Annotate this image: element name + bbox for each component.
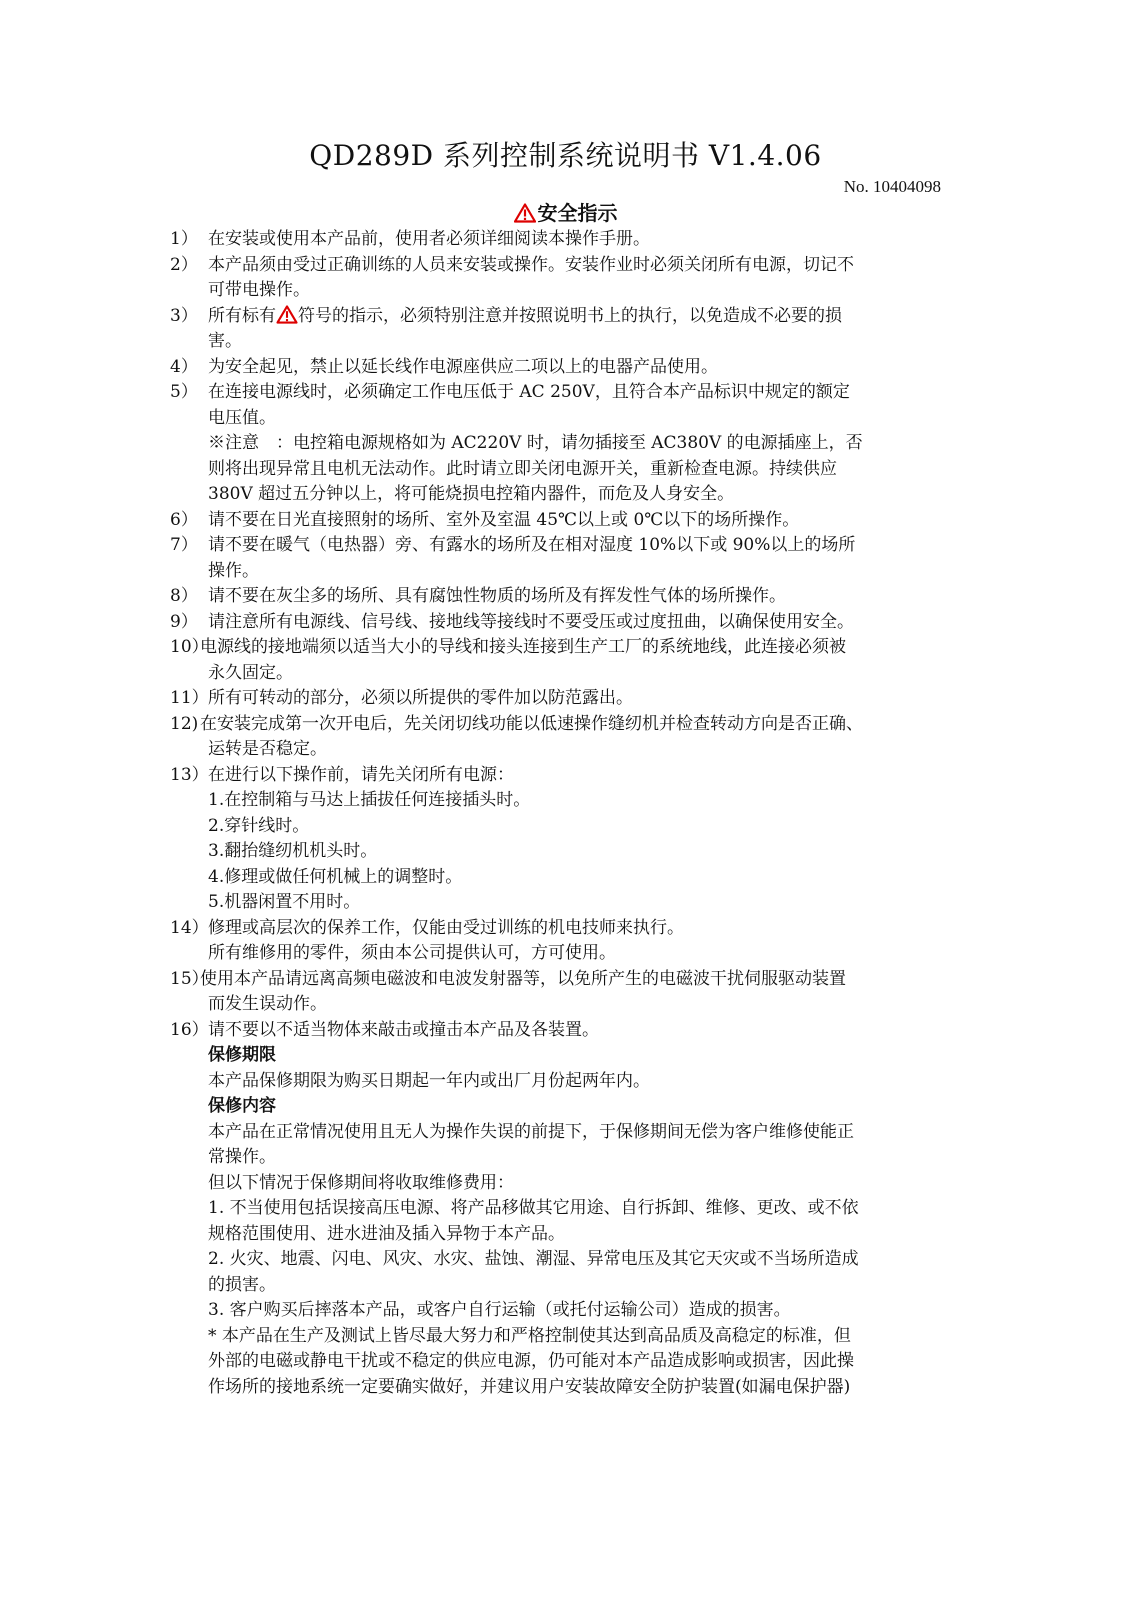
item-number: 13） [170,764,209,785]
list-item [170,1375,950,1401]
item-text: 本产品在正常情况使用且无人为操作失误的前提下，于保修期间无偿为客户维修使能正 [208,1121,854,1142]
list-item [170,1120,950,1146]
item-text: 1. 不当使用包括误接高压电源、将产品移做其它用途、自行拆卸、维修、更改、或不依 [208,1198,859,1218]
item-text: 外部的电磁或静电干扰或不稳定的供应电源，仍可能对本产品造成影响或损害，因此操 [208,1351,854,1371]
item-text: 但以下情况于保修期间将收取维修费用： [208,1172,514,1193]
list-item [170,380,950,406]
list-item [170,1018,950,1044]
item-text: 使用本产品请远离高频电磁波和电波发射器等，以免所产生的电磁波干扰伺服驱动装置 [200,968,846,989]
item-text: 电源线的接地端须以适当大小的导线和接头连接到生产工厂的系统地线，此连接必须被 [200,637,846,657]
list-item [170,814,950,840]
item-text: 在安装或使用本产品前，使用者必须详细阅读本操作手册。 [208,229,650,249]
item-text: 而发生误动作。 [208,994,327,1014]
safety-heading-text: 安全指示 [537,201,618,225]
instruction-list [170,227,950,1400]
item-text: 5.机器闲置不用时。 [208,892,361,912]
list-item [170,508,950,534]
list-item [170,559,950,585]
item-text: 运转是否稳定。 [208,739,327,759]
list-item [170,584,950,610]
list-item [170,304,950,330]
item-number: 4） [170,356,198,377]
item-text: 永久固定。 [208,662,293,683]
list-item [170,686,950,712]
list-item [170,1247,950,1273]
list-item [170,788,950,814]
list-item [170,1273,950,1299]
list-item [170,992,950,1018]
item-text: 本产品保修期限为购买日期起一年内或出厂月份起两年内。 [208,1070,650,1091]
item-text: 2. 火灾、地震、闪电、风灾、水灾、盐蚀、潮湿、异常电压及其它天灾或不当场所造成 [208,1249,859,1269]
item-text: 2.穿针线时。 [208,815,310,836]
list-item [170,865,950,891]
list-item [170,253,950,279]
warranty-period-heading [170,1043,950,1069]
warning-triangle-icon [276,305,298,324]
item-number: 2） [170,254,198,275]
item-text: 所有标有 符号的指示，必须特别注意并按照说明书上的执行，以免造成不必要的损 [208,305,842,326]
item-text: 电压值。 [208,407,276,428]
list-item [170,890,950,916]
item-text: 所有可转动的部分，必须以所提供的零件加以防范露出。 [208,688,633,708]
item-text: 操作。 [208,560,259,581]
list-item [170,1349,950,1375]
item-number: 6） [170,509,198,530]
list-item [170,839,950,865]
list-item [170,916,950,942]
document-number: No. 10404098 [843,177,941,196]
list-item [170,1196,950,1222]
item-text: 作场所的接地系统一定要确实做好，并建议用户安装故障安全防护装置(如漏电保护器) [208,1376,851,1397]
item-text: 4.修理或做任何机械上的调整时。 [208,866,463,887]
item-text: 在连接电源线时，必须确定工作电压低于 AC 250V，且符合本产品标识中规定的额定 [208,382,850,402]
item-text: 害。 [208,331,242,351]
list-item [170,635,950,661]
item-text: 本产品须由受过正确训练的人员来安装或操作。安装作业时必须关闭所有电源，切记不 [208,254,854,275]
item-text: 请注意所有电源线、信号线、接地线等接线时不要受压或过度扭曲，以确保使用安全。 [208,611,854,632]
item-text: 3.翻抬缝纫机机头时。 [208,841,378,861]
list-item [170,967,950,993]
safety-heading [0,199,1131,227]
item-number: 5） [170,382,198,402]
item-text: 在安装完成第一次开电后，先关闭切线功能以低速操作缝纫机并检查转动方向是否正确、 [200,713,863,734]
list-item [170,355,950,381]
list-item [170,329,950,355]
item-number: 15） [170,968,209,989]
list-item [170,941,950,967]
item-number: 16） [170,1019,209,1040]
item-text: 可带电操作。 [208,280,310,300]
item-text: 请不要以不适当物体来敲击或撞击本产品及各装置。 [208,1019,599,1040]
list-item [170,457,950,483]
item-number: 14） [170,917,209,938]
item-number: 7） [170,535,198,555]
list-item [170,1145,950,1171]
list-item [170,431,950,457]
item-number: 8） [170,586,198,606]
item-text: 的损害。 [208,1274,276,1295]
warranty-content-heading [170,1094,950,1120]
list-item [170,227,950,253]
list-item [170,1298,950,1324]
list-item [170,712,950,738]
list-item [170,1324,950,1350]
document-title: QD289D 系列控制系统说明书 V1.4.06 [309,139,822,172]
item-text: 常操作。 [208,1147,276,1167]
list-item [170,533,950,559]
item-number: 12) [170,713,199,734]
item-text: ※注意 ：电控箱电源规格如为 AC220V 时，请勿插接至 AC380V 的电源插座上，否 [208,433,863,453]
section-heading: 保修期限 [208,1045,276,1065]
warning-triangle-icon [514,203,536,223]
item-number: 9） [170,611,198,632]
item-text: 请不要在灰尘多的场所、具有腐蚀性物质的场所及有挥发性气体的场所操作。 [208,586,786,606]
list-item [170,406,950,432]
item-text: 所有维修用的零件，须由本公司提供认可，方可使用。 [208,943,616,963]
list-item [170,610,950,636]
item-text: * 本产品在生产及测试上皆尽最大努力和严格控制使其达到高品质及高稳定的标准，但 [208,1325,851,1346]
list-item [170,1069,950,1095]
item-text: 在进行以下操作前，请先关闭所有电源： [208,764,514,785]
list-item [170,278,950,304]
item-text: 请不要在暖气（电热器）旁、有露水的场所及在相对湿度 10%以下或 90%以上的场所 [208,535,856,555]
item-text: 请不要在日光直接照射的场所、室外及室温 45℃以上或 0℃以下的场所操作。 [208,509,800,530]
list-item [170,763,950,789]
item-text: 修理或高层次的保养工作，仅能由受过训练的机电技师来执行。 [208,917,684,938]
item-number: 10） [170,637,209,657]
item-number: 3） [170,305,198,326]
item-number: 11） [170,688,209,708]
list-item [170,737,950,763]
list-item [170,1222,950,1248]
item-text: 则将出现异常且电机无法动作。此时请立即关闭电源开关，重新检查电源。持续供应 [208,458,837,479]
item-text: 380V 超过五分钟以上，将可能烧损电控箱内器件，而危及人身安全。 [208,484,735,504]
item-text: 为安全起见，禁止以延长线作电源座供应二项以上的电器产品使用。 [208,356,718,377]
item-text: 规格范围使用、进水进油及插入异物于本产品。 [208,1223,565,1244]
section-heading: 保修内容 [208,1096,276,1116]
list-item [170,482,950,508]
item-text: 1.在控制箱与马达上插拔任何连接插头时。 [208,790,531,810]
item-number: 1） [170,229,198,249]
list-item [170,1171,950,1197]
item-text: 3. 客户购买后摔落本产品，或客户自行运输（或托付运输公司）造成的损害。 [208,1300,791,1320]
list-item [170,661,950,687]
